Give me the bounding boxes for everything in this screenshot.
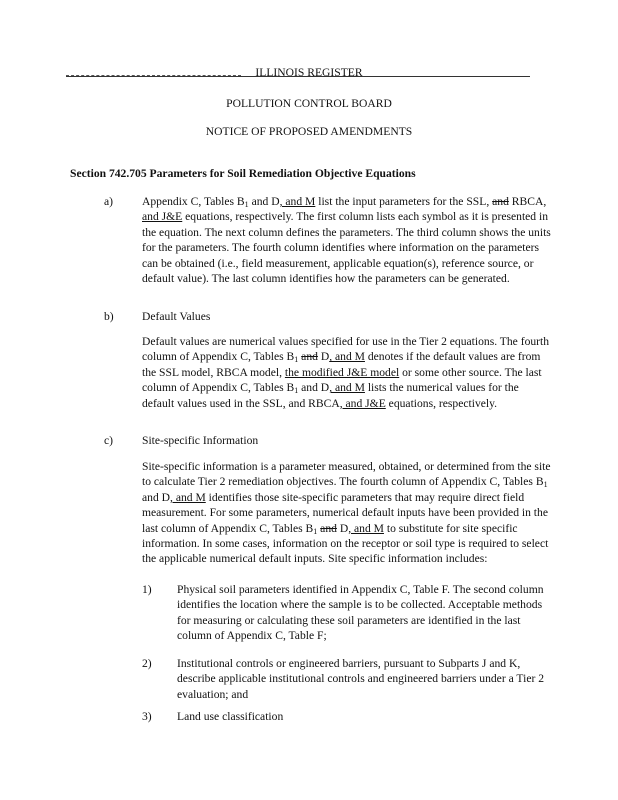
- item-c-text: Site-specific information is a parameter measured, obtained, or determined from the site to calculate Tier 2 remediation objectives. The fourth column of Appendix C, Tables $B_1$ and D, and M identifies those site-specific parameters that may require direct field measurement. For some parameters, numerical default inputs have been provided in the last column of Appendix C, Tables $B_1$ and D, and M to substitute for site specific information. In some cases, information on the receptor or soil type is required to select the applicable numerical default inputs. Site specific information includes:: [142, 460, 551, 566]
- item-c1-label: 1): [142, 583, 152, 596]
- notice-title: NOTICE OF PROPOSED AMENDMENTS: [205, 125, 413, 138]
- board-title: POLLUTION CONTROL BOARD: [226, 97, 392, 110]
- item-c1-text: Physical soil parameters identified in Appendix C, Table F. The second column identifies the location where the sample is to be collected. Acceptable methods for measuring or calculating these soil parameters are identified in the last column of Appendix C, Table F;: [177, 583, 544, 643]
- item-c-heading: Site-specific Information: [142, 434, 259, 447]
- item-a-label: a): [104, 195, 114, 208]
- item-c2-label: 2): [142, 657, 152, 670]
- item-c2-text: Institutional controls or engineered barriers, pursuant to Subparts J and K, describe applicable institutional controls and engineered barriers under a Tier 2 evaluation; and: [177, 657, 545, 701]
- item-b-label: b): [104, 310, 114, 323]
- item-a-text: Appendix C, Tables $B_1$ and D, and M list the input parameters for the SSL, and RBCA, and J&E equations, respectively. The first column lists each symbol as it is presented in the equation. The next column defines the parameters. The third column shows the units for the parameters. The fourth column identifies where information on the parameters can be obtained (i.e., field measurement, applicable equation(s), reference source, or default value). The last column identifies how the parameters can be generated.: [142, 195, 551, 286]
- register-title: ILLINOIS REGISTER: [255, 66, 363, 79]
- item-c-label: c): [104, 434, 114, 447]
- section-heading: Section 742.705 Parameters for Soil Remediation Objective Equations: [70, 167, 416, 180]
- item-b-text: Default values are numerical values specified for use in the Tier 2 equations. The fourth column of Appendix C, Tables $B_1$ and D, and M denotes if the default values are from the SSL model, RBCA model, the modified J&E model or some other source. The last column of Appendix C, Tables $B_1$ and D, and M lists the numerical values for the default values used in the SSL, and RBCA, and J&E equations, respectively.: [142, 335, 550, 410]
- item-c3-label: 3): [142, 710, 152, 723]
- item-c3-text: Land use classification: [177, 710, 284, 723]
- item-b-heading: Default Values: [142, 310, 211, 323]
